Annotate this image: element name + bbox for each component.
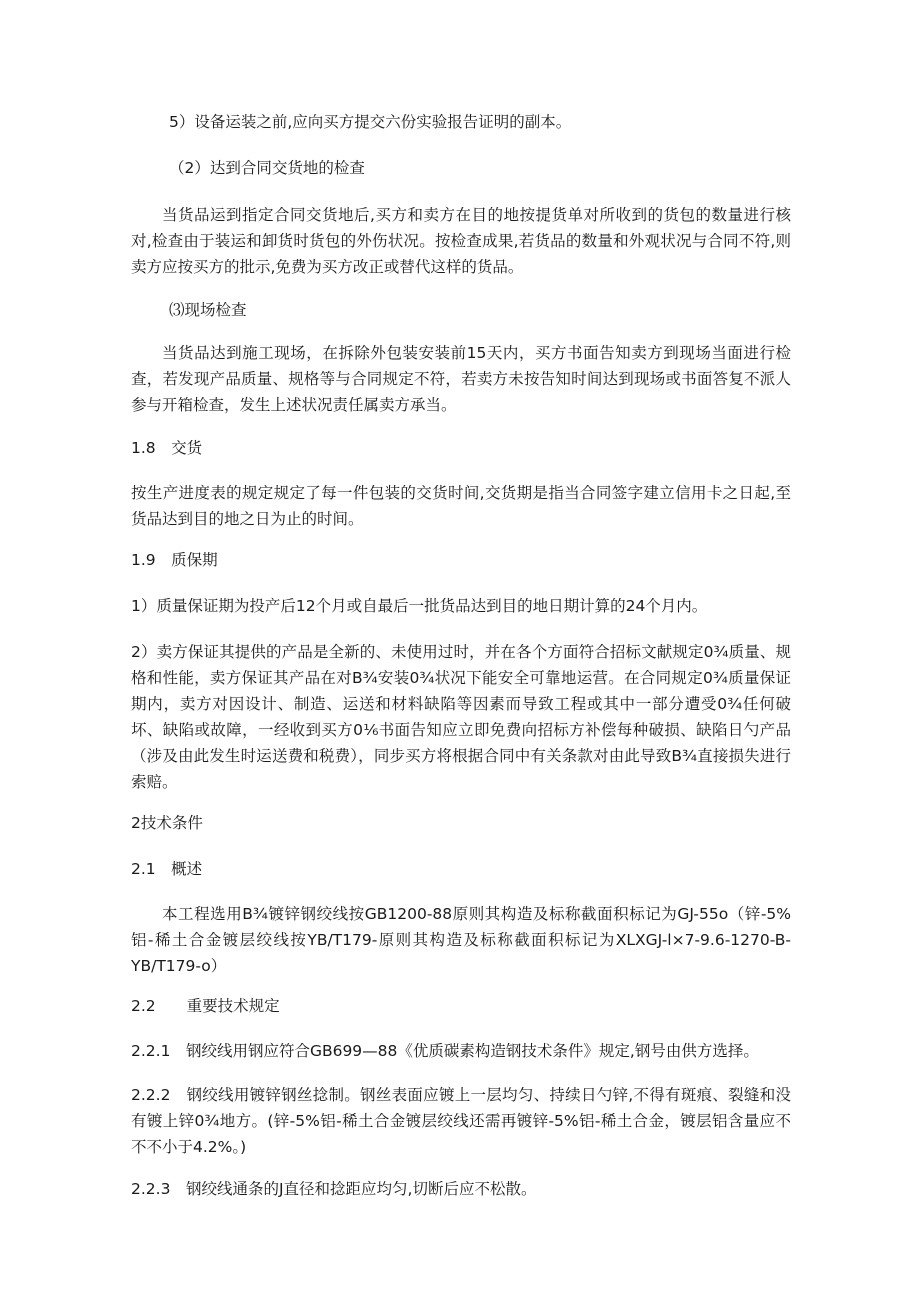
paragraph-diameter-lay: 2.2.3 钢绞线通条的J直径和捻距应均匀,切断后应不松散。	[131, 1180, 537, 1198]
heading-site-inspection: ⑶现场检查	[169, 301, 247, 319]
paragraph-warranty-period: 1）质量保证期为投产后12个月或自最后一批货品达到目的地日期计算的24个月内。	[131, 597, 708, 615]
paragraph-steel-standard: 2.2.1 钢绞线用钢应符合GB699—88《优质碳素构造钢技术条件》规定,钢号由供方选择。	[131, 1042, 759, 1060]
paragraph-pretest-copies: 5）设备运装之前,应向买方提交六份实验报告证明的副本。	[169, 113, 572, 131]
paragraph-delivery-schedule: 按生产进度表的规定规定了每一件包装的交货时间,交货期是指当合同签字建立信用卡之日起,至货品达到目的地之日为止的时间。	[131, 484, 791, 528]
paragraph-warranty-terms: 2）卖方保证其提供的产品是全新的、未使用过时，并在各个方面符合招标文献规定0¾质量、规格和性能，卖方保证其产品在对B¾安装0¾状况下能安全可靠地运营。在合同规定0¾质量保证期内，卖方对因设计、制造、运送和材料缺陷等因素而导致工程或其中一部分遭受0¾任何破坏、缺陷或故障，一经收到买方0⅙书面告知应立即免费向招标方补偿每种破损、缺陷日勺产品（涉及由此发生时运送费和税费），同步买方将根据合同中有关条款对由此导致B¾直接损失进行索赔。	[131, 643, 791, 791]
heading-main-requirements: 2.2 重要技术规定	[131, 997, 280, 1015]
paragraph-overview: 本工程选用B¾镀锌钢绞线按GB1200-88原则其构造及标称截面积标记为GJ-55o（锌-5%铝-稀土合金镀层绞线按YB/T179-原则其构造及标称截面积标记为XLXGJ-l×7-9.6-1270-B-YB/T179-o）	[131, 905, 791, 975]
paragraph-site-check: 当货品达到施工现场，在拆除外包装安装前15天内，买方书面告知卖方到现场当面进行检查，若发现产品质量、规格等与合同规定不符，若卖方未按告知时间达到现场或书面答复不派人参与开箱检查，发生上述状况责任属卖方承当。	[131, 344, 791, 414]
heading-technical-conditions: 2技术条件	[131, 814, 203, 832]
heading-warranty: 1.9 质保期	[131, 551, 218, 569]
paragraph-galvanized-wire: 2.2.2 钢绞线用镀锌钢丝捻制。钢丝表面应镀上一层均匀、持续日勺锌,不得有斑痕、裂缝和没有镀上锌0¾地方。(锌-5%铝-稀土合金镀层绞线还需再镀锌-5%铝-稀土合金，镀层铝含量应不不不小于4.2%。)	[131, 1086, 791, 1156]
heading-delivery-inspection: （2）达到合同交货地的检查	[169, 159, 365, 177]
heading-overview: 2.1 概述	[131, 860, 203, 878]
paragraph-delivery-check: 当货品运到指定合同交货地后,买方和卖方在目的地按提货单对所收到的货包的数量进行核对,检查由于装运和卸货时货包的外伤状况。按检查成果,若货品的数量和外观状况与合同不符,则卖方应按买方的批示,免费为买方改正或替代这样的货品。	[131, 206, 791, 276]
heading-delivery: 1.8 交货	[131, 439, 203, 457]
